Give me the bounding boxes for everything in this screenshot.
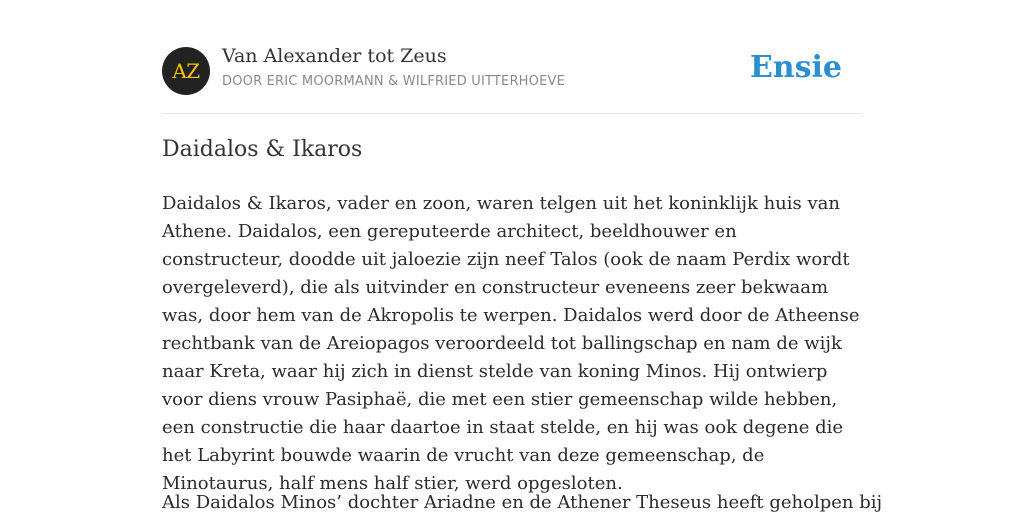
article-paragraph: Daidalos & Ikaros, vader en zoon, waren telgen uit het koninklijk huis van Athene. Daidalos, een gereputeerde architect, beeldhouwer en constructeur, doodde uit jaloezie zijn neef Talos (ook de naam Perdix wordt overgeleverd), die als uitvinder en constructeur eveneens zeer bekwaam was, door hem van de Akropolis te werpen. Daidalos werd door de Atheense rechtbank van de Areiopagos veroordeeld tot ballingschap en nam de wijk naar Kreta, waar hij zich in dienst stelde van koning Minos. Hij ontwierp voor diens vrouw Pasiphaë, die met een stier gemeenschap wilde hebben, een constructie die haar daartoe in staat stelde, en hij was ook degene die het Labyrint bouwde waarin de vrucht van deze gemeenschap, de Minotaurus, half mens half stier, werd opgesloten. bbox=[162, 193, 860, 494]
book-header bbox=[162, 0, 862, 114]
page-container bbox=[162, 0, 883, 513]
book-avatar[interactable]: AZ bbox=[162, 47, 210, 95]
ensie-logo-link[interactable]: Ensie bbox=[749, 50, 842, 85]
article-paragraph: Als Daidalos Minos’ dochter Ariadne en de Athener Theseus heeft geholpen bij bbox=[162, 492, 883, 513]
book-authors: DOOR ERIC MOORMANN & WILFRIED UITTERHOEVE bbox=[222, 74, 566, 89]
book-title[interactable]: Van Alexander tot Zeus bbox=[222, 45, 447, 67]
article-title: Daidalos & Ikaros bbox=[162, 137, 363, 162]
